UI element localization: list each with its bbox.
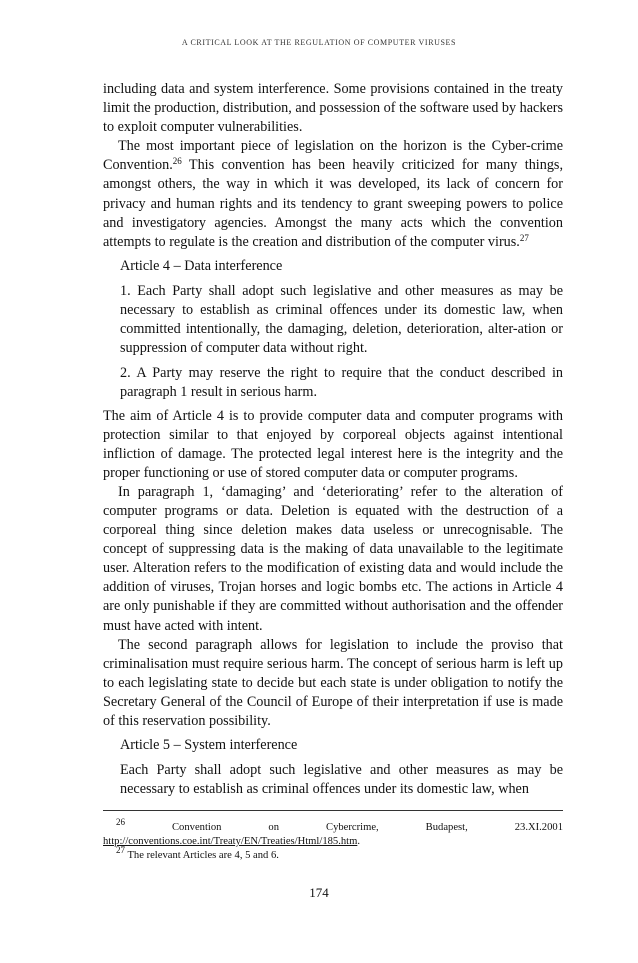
footnote-26: [103, 817, 563, 849]
paragraph-2-part-b: This convention has been heavily criticized for many things, amongst others, the way in which it was developed, its lack of concern for privacy and human rights and its tendency to grant sweeping powers to police and investigatory agencies. Amongst the many acts which the convention attempts to regulate is the creation and distribution of the computer virus.: [103, 157, 563, 250]
paragraph-4: In paragraph 1, ‘damaging’ and ‘deteriorating’ refer to the alteration of computer programs or data. Deletion is equated with the destruction of a corporeal thing since deletion makes data useless or unrecognisable. The concept of suppressing data is the making of data unavailable to the legitimate user. Alteration refers to the modification of existing data and would include the addition of viruses, Trojan horses and logic bombs etc. The actions in Article 4 are only punishable if they are committed without authorisation and the offender must have acted with intent.: [103, 483, 563, 634]
paragraph-2-part-a: The most important piece of legislation on the horizon is the Cyber-crime Convention.: [103, 138, 563, 174]
footnote-26-end: .: [357, 836, 360, 847]
footnote-26-link[interactable]: http://conventions.coe.int/Treaty/EN/Treaties/Html/185.htm: [103, 836, 358, 847]
paragraph-5: The second paragraph allows for legislation to include the proviso that criminalisation must require serious harm. The concept of serious harm is left up to each legislating state to decide but each state is under obligation to notify the Secretary General of the Council of Europe of their interpretation if use is made of this reservation possibility.: [103, 636, 563, 729]
footnote-26-number: 26: [116, 817, 125, 827]
article-4-clause-2: 2. A Party may reserve the right to require that the conduct described in paragraph 1 result in serious harm.: [120, 365, 563, 401]
footnote-27-text: The relevant Articles are 4, 5 and 6.: [125, 850, 279, 861]
footnote-27: [103, 845, 563, 863]
footnote-ref-27[interactable]: 27: [519, 232, 529, 243]
paragraph-3: The aim of Article 4 is to provide computer data and computer programs with protection similar to that enjoyed by corporeal objects against intentional infliction of damage. The protected legal interest here is the integrity and the proper functioning or use of stored computer data or computer programs.: [103, 407, 563, 481]
footnote-26-text: Convention on Cybercrime, Budapest, 23.XI.2001: [125, 822, 563, 833]
paragraph-2: [103, 137, 563, 252]
footnotes: [103, 817, 563, 863]
page-number: 174: [309, 885, 329, 900]
footnote-27-number: 27: [116, 845, 125, 855]
main-text: [103, 80, 563, 803]
footnote-divider: [103, 810, 563, 811]
article-5-clause: Each Party shall adopt such legislative and other measures as may be necessary to establish as criminal offences under its domestic law, when: [120, 762, 563, 798]
article-4-heading: Article 4 – Data interference: [120, 257, 283, 274]
paragraph-1: including data and system interference. Some provisions contained in the treaty limit the production, distribution, and possession of the software used by hackers to exploit computer vulnerabilities.: [103, 81, 563, 136]
article-5-heading: Article 5 – System interference: [120, 737, 298, 754]
article-4-clause-1: 1. Each Party shall adopt such legislative and other measures as may be necessary to establish as criminal offences under its domestic law, when committed intentionally, the damaging, deletion, deterioration, alter-ation or suppression of computer data without right.: [120, 282, 563, 357]
running-header: A CRITICAL LOOK AT THE REGULATION OF COMPUTER VIRUSES: [181, 38, 457, 47]
footnote-ref-26[interactable]: 26: [172, 156, 182, 167]
